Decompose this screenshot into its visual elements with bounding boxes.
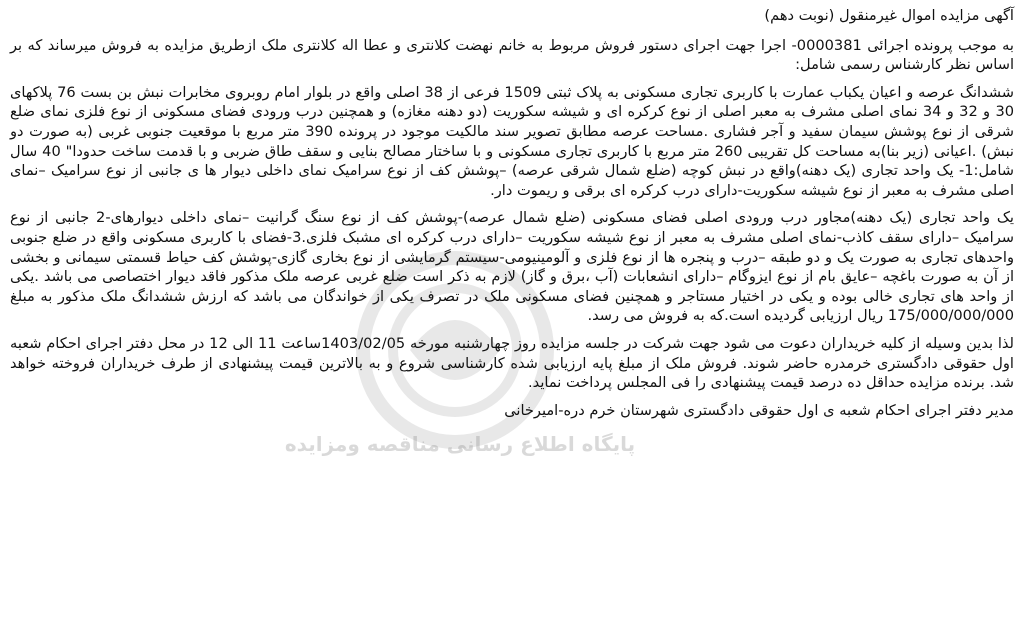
notice-paragraph-property: ششدانگ عرصه و اعیان یکباب عمارت با کاربری تجاری مسکونی به پلاک ثبتی 1509 فرعی از 38 اصلی واقع در بلوار امام روبروی مخابرات نبش بن بست 76 پلاکهای 30 و 32 و 34 نمای اصلی مشرف به معبر اصلی از نوع کرکره ای و شیشه سکوریت (دو دهنه مغازه) و همچنین درب ورودی فضای مسکونی از نوع فلزی نمای ضلع شرقی از نوع پوشش سیمان سفید و آجر فشاری .مساحت عرصه مطابق تصویر سند مالکیت موجود در پرونده 390 متر مربع با موقعیت جنوبی غربی (به صورت دو نبش) .اعیانی (زیر بنا)به مساحت کل تقریبی 260 متر مربع با کاربری تجاری مسکونی و با ساختار مصالح بنایی و سقف طاق ضربی و با قدمت ساخت حدودا" 40 سال شامل:1- یک واحد تجاری (یک دهنه)واقع در نبش کوچه (ضلع شمال شرقی عرصه) –پوشش کف از نوع سرامیک نمای داخلی دیوار ها ی جانبی از نوع سرامیک –نمای اصلی مشرف به معبر از نوع شیشه سکوریت-دارای درب کرکره ای برقی و ریموت دار. — [10, 83, 1015, 199]
notice-paragraph-intro: به موجب پرونده اجرائی 0000381- اجرا جهت اجرای دستور فروش مربوط به خانم نهضت کلانتری و عطا اله کلانتری ملک ازطریق مزایده به فروش میرساند که بر اساس نظر کارشناس رسمی شامل: — [10, 36, 1014, 74]
watermark-text: پایگاه اطلاع رسانی مناقصه ومزایده — [284, 432, 636, 456]
notice-title: آگهی مزایده اموال غیرمنقول (نوبت دهم) — [764, 7, 1014, 24]
notice-paragraph-auction: لذا بدین وسیله از کلیه خریداران دعوت می شود جهت شرکت در جلسه مزایده روز چهارشنبه مورخه 1403/02/05ساعت 11 الی 12 در محل دفتر اجرای احکام شعبه اول حقوقی دادگستری خرمدره حاضر شوند. فروش ملک از مبلغ پایه ارزیابی شده کارشناسی شروع و به بالاترین قیمت پیشنهادی از طرف خریداران فروخته خواهد شد. برنده مزایده حداقل ده درصد قیمت پیشنهادی را فی المجلس پرداخت نماید. — [10, 334, 1014, 392]
notice-paragraph-units: یک واحد تجاری (یک دهنه)مجاور درب ورودی اصلی فضای مسکونی (ضلع شمال عرصه)-پوشش کف از نوع سنگ گرانیت –نمای داخلی دیوارهای-2 جانبی از نوع سرامیک –دارای سقف کاذب-نمای اصلی مشرف به معبر از نوع شیشه سکوریت –دارای درب کرکره ای مشبک فلزی.3-فضای با کاربری مسکونی واقع در ضلع جنوبی واحدهای تجاری به صورت یک و دو طبقه –درب و پنجره ها از نوع فلزی و آلومینیومی-سیستم گرمایشی از نوع بخاری گازی-پوشش کف حیاط قسمتی سیمانی و بخشی از آن به صورت باغچه –عایق بام از نوع ایزوگام –دارای انشعابات (آب ،برق و گاز) لازم به ذکر است ضلع غربی عرصه ملک مذکور فاقد دیوار اختصاصی می باشد .یکی از واحد های تجاری خالی بوده و یکی در اختیار مستاجر و همچنین فضای مسکونی ملک در تصرف یکی از خواندگان می باشد که ارزش ششدانگ ملک مذکور به مبلغ 175/000/000/000 ریال ارزیابی گردیده است.که به فروش می رسد. — [10, 209, 1014, 325]
notice-signature: مدیر دفتر اجرای احکام شعبه ی اول حقوقی دادگستری شهرستان خرم دره-امیرخانی — [504, 401, 1014, 419]
